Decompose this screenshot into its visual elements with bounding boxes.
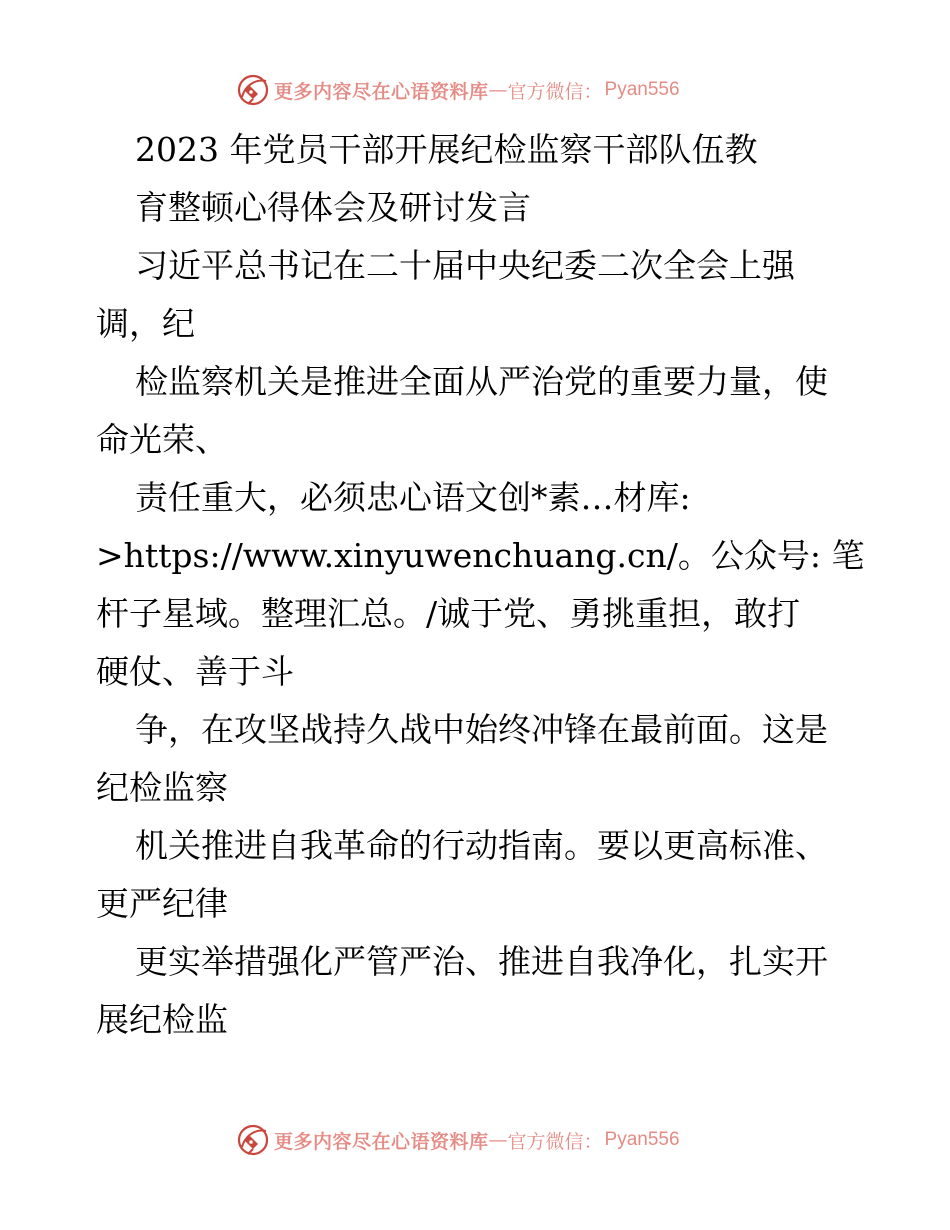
text-line: 调，纪 <box>96 304 195 343</box>
header-banner <box>236 72 680 108</box>
text-line: 更实举措强化严管严治、推进自我净化，扎实开 <box>135 942 828 981</box>
footer-banner <box>236 1122 680 1158</box>
text-line: 习近平总书记在二十届中央纪委二次全会上强 <box>135 246 795 285</box>
text-line: 争，在攻坚战持久战中始终冲锋在最前面。这是 <box>135 710 828 749</box>
banner-title: 更多内容尽在心语资料库 <box>274 1130 489 1153</box>
banner-title: 更多内容尽在心语资料库 <box>274 80 489 103</box>
banner-wechat-label: 官方微信： <box>507 80 603 103</box>
text-line: 更严纪律 <box>96 884 228 923</box>
banner-wechat-label: 官方微信： <box>507 1130 603 1153</box>
title-line-2: 育整顿心得体会及研讨发言 <box>135 188 531 227</box>
url-line: >https://www.xinyuwenchuang.cn/。公众号: 笔 <box>96 536 865 575</box>
pen-nib-circle-icon <box>236 73 270 107</box>
text-line: 硬仗、善于斗 <box>96 652 294 691</box>
text-line: 责任重大，必须忠心语文创*素…材库: <box>135 478 691 517</box>
banner-separator: — <box>488 1129 508 1151</box>
text-line: 检监察机关是推进全面从严治党的重要力量，使 <box>135 362 828 401</box>
text-line: 杆子星域。整理汇总。/诚于党、勇挑重担，敢打 <box>96 594 801 633</box>
text-line: 纪检监察 <box>96 768 228 807</box>
banner-wechat-id: Pyan556 <box>604 1129 680 1150</box>
text-line: 机关推进自我革命的行动指南。要以更高标准、 <box>135 826 828 865</box>
banner-separator: — <box>488 79 508 101</box>
text-line: 命光荣、 <box>96 420 228 459</box>
document-body <box>96 121 866 1049</box>
text-line: 展纪检监 <box>96 1000 228 1039</box>
title-line-1: 2023 年党员干部开展纪检监察干部队伍教 <box>135 130 758 169</box>
banner-wechat-id: Pyan556 <box>604 79 680 100</box>
pen-nib-circle-icon <box>236 1123 270 1157</box>
